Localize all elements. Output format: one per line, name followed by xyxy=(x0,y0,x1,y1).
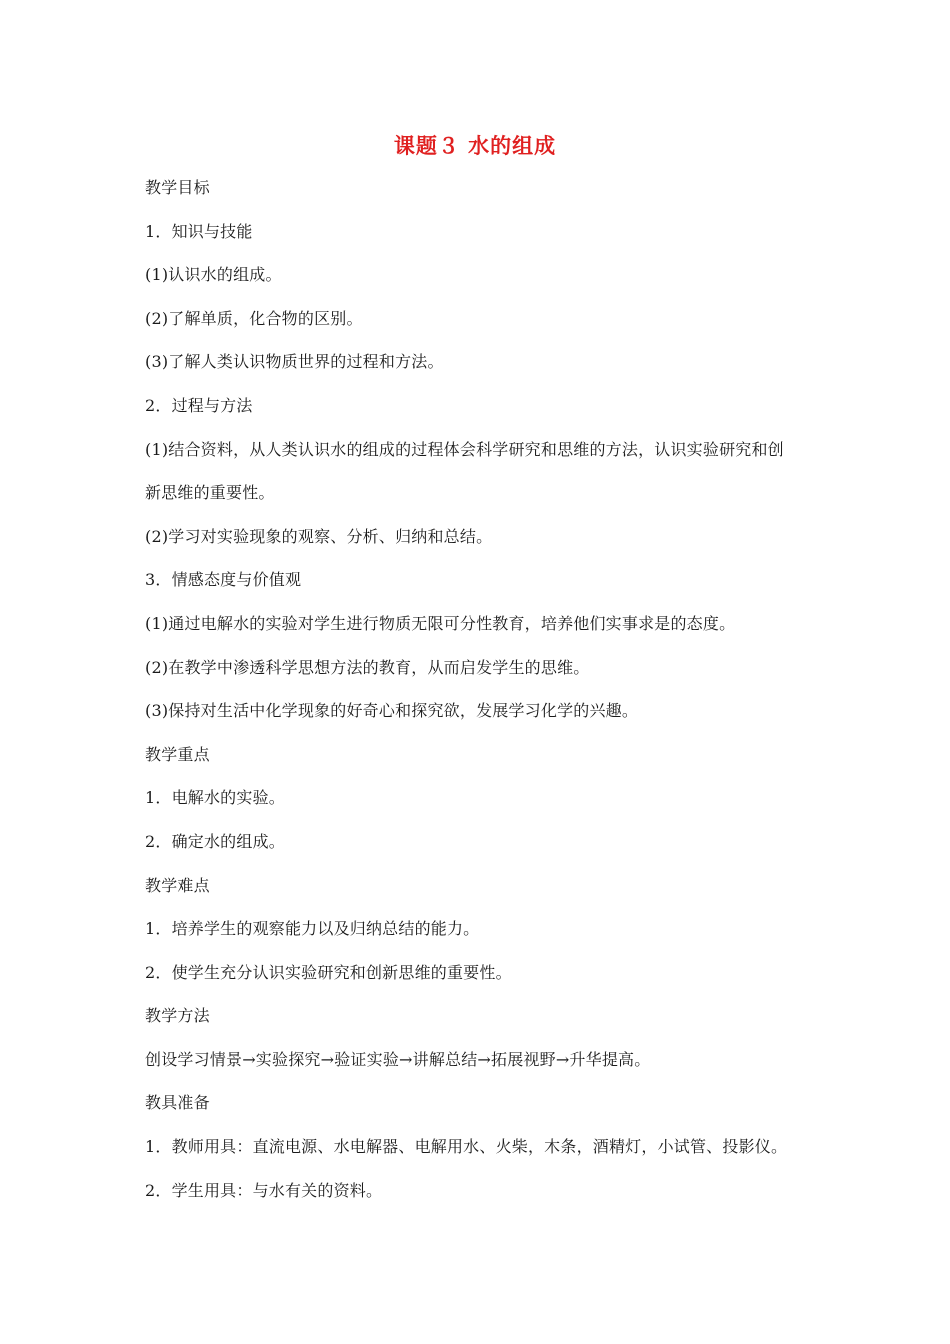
list-item: 1．电解水的实验。 xyxy=(145,788,285,808)
list-item: (3)保持对生活中化学现象的好奇心和探究欲，发展学习化学的兴趣。 xyxy=(145,701,639,721)
section-heading-materials: 教具准备 xyxy=(145,1093,210,1113)
section-heading-methods: 教学方法 xyxy=(145,1006,210,1026)
list-item: (2)了解单质，化合物的区别。 xyxy=(145,308,363,328)
document-body xyxy=(145,176,825,1222)
list-item: (1)认识水的组成。 xyxy=(145,265,282,285)
subheading-knowledge-skills: 1．知识与技能 xyxy=(145,221,253,241)
list-item: 2．确定水的组成。 xyxy=(145,831,285,851)
list-item: (2)学习对实验现象的观察、分析、归纳和总结。 xyxy=(145,526,493,546)
page-title: 课题３ 水的组成 xyxy=(393,134,557,158)
list-item: (1)结合资料，从人类认识水的组成的过程体会科学研究和思维的方法，认识实验研究和创 xyxy=(145,439,784,459)
section-heading-key-points: 教学重点 xyxy=(145,744,210,764)
section-heading-objectives: 教学目标 xyxy=(145,178,210,197)
list-item: (1)通过电解水的实验对学生进行物质无限可分性教育，培养他们实事求是的态度。 xyxy=(145,613,736,633)
list-item: 1．教师用具：直流电源、水电解器、电解用水、火柴，木条，酒精灯，小试管、投影仪。 xyxy=(145,1137,788,1157)
list-item: 1．培养学生的观察能力以及归纳总结的能力。 xyxy=(145,919,480,939)
section-heading-difficulties: 教学难点 xyxy=(145,875,210,895)
list-item: 2．学生用具：与水有关的资料。 xyxy=(145,1180,383,1200)
subheading-attitude-values: 3．情感态度与价值观 xyxy=(145,570,302,590)
subheading-process-method: 2．过程与方法 xyxy=(145,395,253,415)
list-item-continuation: 新思维的重要性。 xyxy=(145,483,275,503)
method-flow: 创设学习情景→实验探究→验证实验→讲解总结→拓展视野→升华提高。 xyxy=(145,1049,651,1069)
list-item: 2．使学生充分认识实验研究和创新思维的重要性。 xyxy=(145,962,512,982)
list-item: (2)在教学中渗透科学思想方法的教育，从而启发学生的思维。 xyxy=(145,657,590,677)
list-item: (3)了解人类认识物质世界的过程和方法。 xyxy=(145,352,444,372)
